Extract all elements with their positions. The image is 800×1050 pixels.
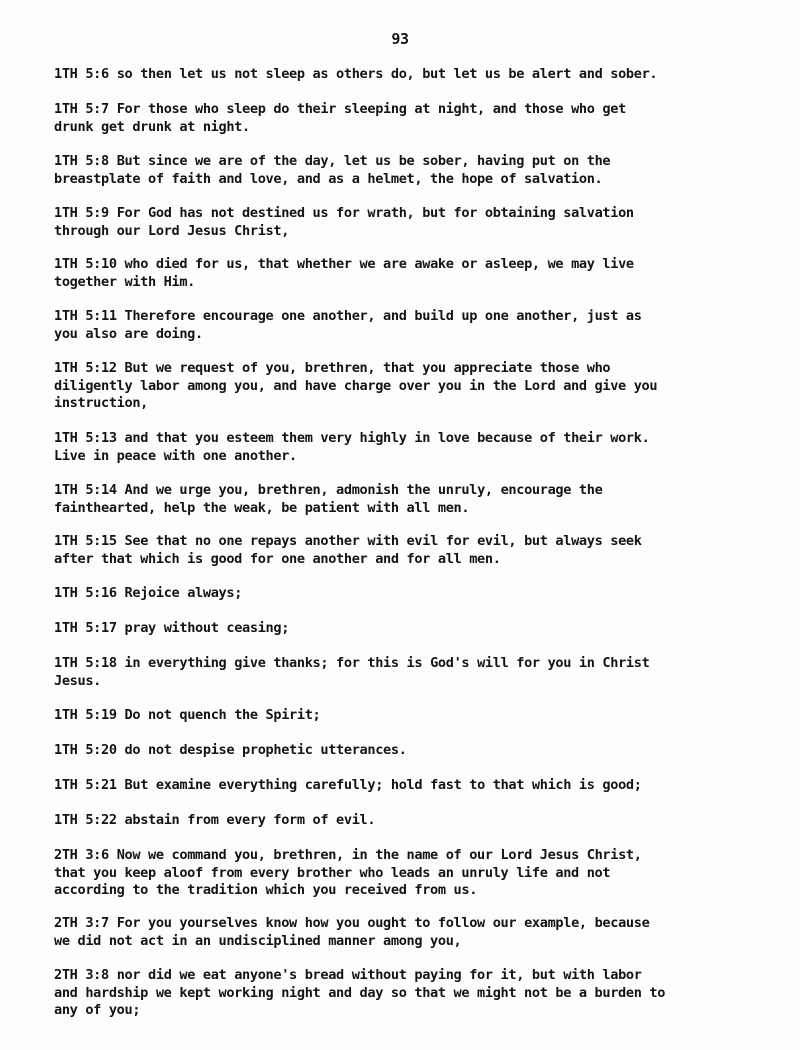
verse-2th-3-7: [54, 915, 754, 950]
verse-1th-5-22: [54, 812, 754, 830]
verse-ref: 1TH 5:6: [54, 66, 109, 82]
verse-text: pray without ceasing;: [124, 620, 290, 636]
verse-1th-5-15: [54, 533, 754, 568]
page-number: 93: [391, 30, 409, 48]
verse-1th-5-8: [54, 153, 754, 188]
verse-ref: 1TH 5:11: [54, 308, 117, 324]
verse-ref: 2TH 3:7: [54, 915, 109, 931]
verse-2th-3-6: [54, 847, 754, 900]
verse-ref: 1TH 5:17: [54, 620, 117, 636]
verse-ref: 1TH 5:15: [54, 533, 117, 549]
verse-1th-5-9: [54, 205, 754, 240]
verse-1th-5-16: [54, 585, 754, 603]
verse-text: abstain from every form of evil.: [124, 812, 376, 828]
verse-ref: 1TH 5:22: [54, 812, 117, 828]
verse-text: For God has not destined us for wrath, but for obtaining salvation through our Lord Jesus Christ,: [54, 205, 634, 239]
verse-1th-5-17: [54, 620, 754, 638]
verse-1th-5-11: [54, 308, 754, 343]
verse-1th-5-13: [54, 430, 754, 465]
verse-text: in everything give thanks; for this is God's will for you in Christ Jesus.: [54, 655, 650, 689]
verse-ref: 1TH 5:19: [54, 707, 117, 723]
verse-1th-5-20: [54, 742, 754, 760]
verse-2th-3-8: [54, 967, 754, 1020]
verse-ref: 1TH 5:8: [54, 153, 109, 169]
verse-ref: 1TH 5:16: [54, 585, 117, 601]
verse-text: who died for us, that whether we are awake or asleep, we may live together with Him.: [54, 256, 634, 290]
verse-ref: 1TH 5:21: [54, 777, 117, 793]
verse-ref: 2TH 3:6: [54, 847, 109, 863]
verse-text: But since we are of the day, let us be sober, having put on the breastplate of faith and love, and as a helmet, the hope of salvation.: [54, 153, 611, 187]
verse-1th-5-21: [54, 777, 754, 795]
verse-text: so then let us not sleep as others do, but let us be alert and sober.: [116, 66, 658, 82]
verse-text: But examine everything carefully; hold fast to that which is good;: [124, 777, 642, 793]
verse-text: See that no one repays another with evil for evil, but always seek after that which is good for one another and for all men.: [54, 533, 642, 567]
verse-ref: 1TH 5:13: [54, 430, 117, 446]
verse-ref: 1TH 5:9: [54, 205, 109, 221]
verse-text: do not despise prophetic utterances.: [124, 742, 407, 758]
verse-1th-5-14: [54, 482, 754, 517]
verse-ref: 1TH 5:10: [54, 256, 117, 272]
verse-text: And we urge you, brethren, admonish the unruly, encourage the fainthearted, help the weak, be patient with all men.: [54, 482, 603, 516]
verse-1th-5-12: [54, 360, 754, 413]
verse-1th-5-7: [54, 101, 754, 136]
verse-text: For those who sleep do their sleeping at night, and those who get drunk get drunk at night.: [54, 101, 626, 135]
verse-ref: 2TH 3:8: [54, 967, 109, 983]
verse-1th-5-10: [54, 256, 754, 291]
verse-text: But we request of you, brethren, that you appreciate those who diligently labor among you, and have charge over you in the Lord and give you instruction,: [54, 360, 658, 411]
verse-ref: 1TH 5:14: [54, 482, 117, 498]
verse-text: Do not quench the Spirit;: [124, 707, 321, 723]
verse-ref: 1TH 5:12: [54, 360, 117, 376]
verse-text: Therefore encourage one another, and build up one another, just as you also are doing.: [54, 308, 642, 342]
verse-1th-5-18: [54, 655, 754, 690]
verse-text: Rejoice always;: [124, 585, 243, 601]
verse-text: For you yourselves know how you ought to follow our example, because we did not act in an undisciplined manner among you,: [54, 915, 650, 949]
verse-text: and that you esteem them very highly in love because of their work. Live in peace with one another.: [54, 430, 650, 464]
verse-1th-5-19: [54, 707, 754, 725]
verse-ref: 1TH 5:18: [54, 655, 117, 671]
verse-text: Now we command you, brethren, in the name of our Lord Jesus Christ, that you keep aloof from every brother who leads an unruly life and not according to the tradition which you received from us.: [54, 847, 642, 898]
verse-1th-5-6: [54, 66, 754, 84]
verse-ref: 1TH 5:20: [54, 742, 117, 758]
verse-text: nor did we eat anyone's bread without paying for it, but with labor and hardship we kept working night and day so that we might not be a burden to any of you;: [54, 967, 666, 1018]
verse-ref: 1TH 5:7: [54, 101, 109, 117]
